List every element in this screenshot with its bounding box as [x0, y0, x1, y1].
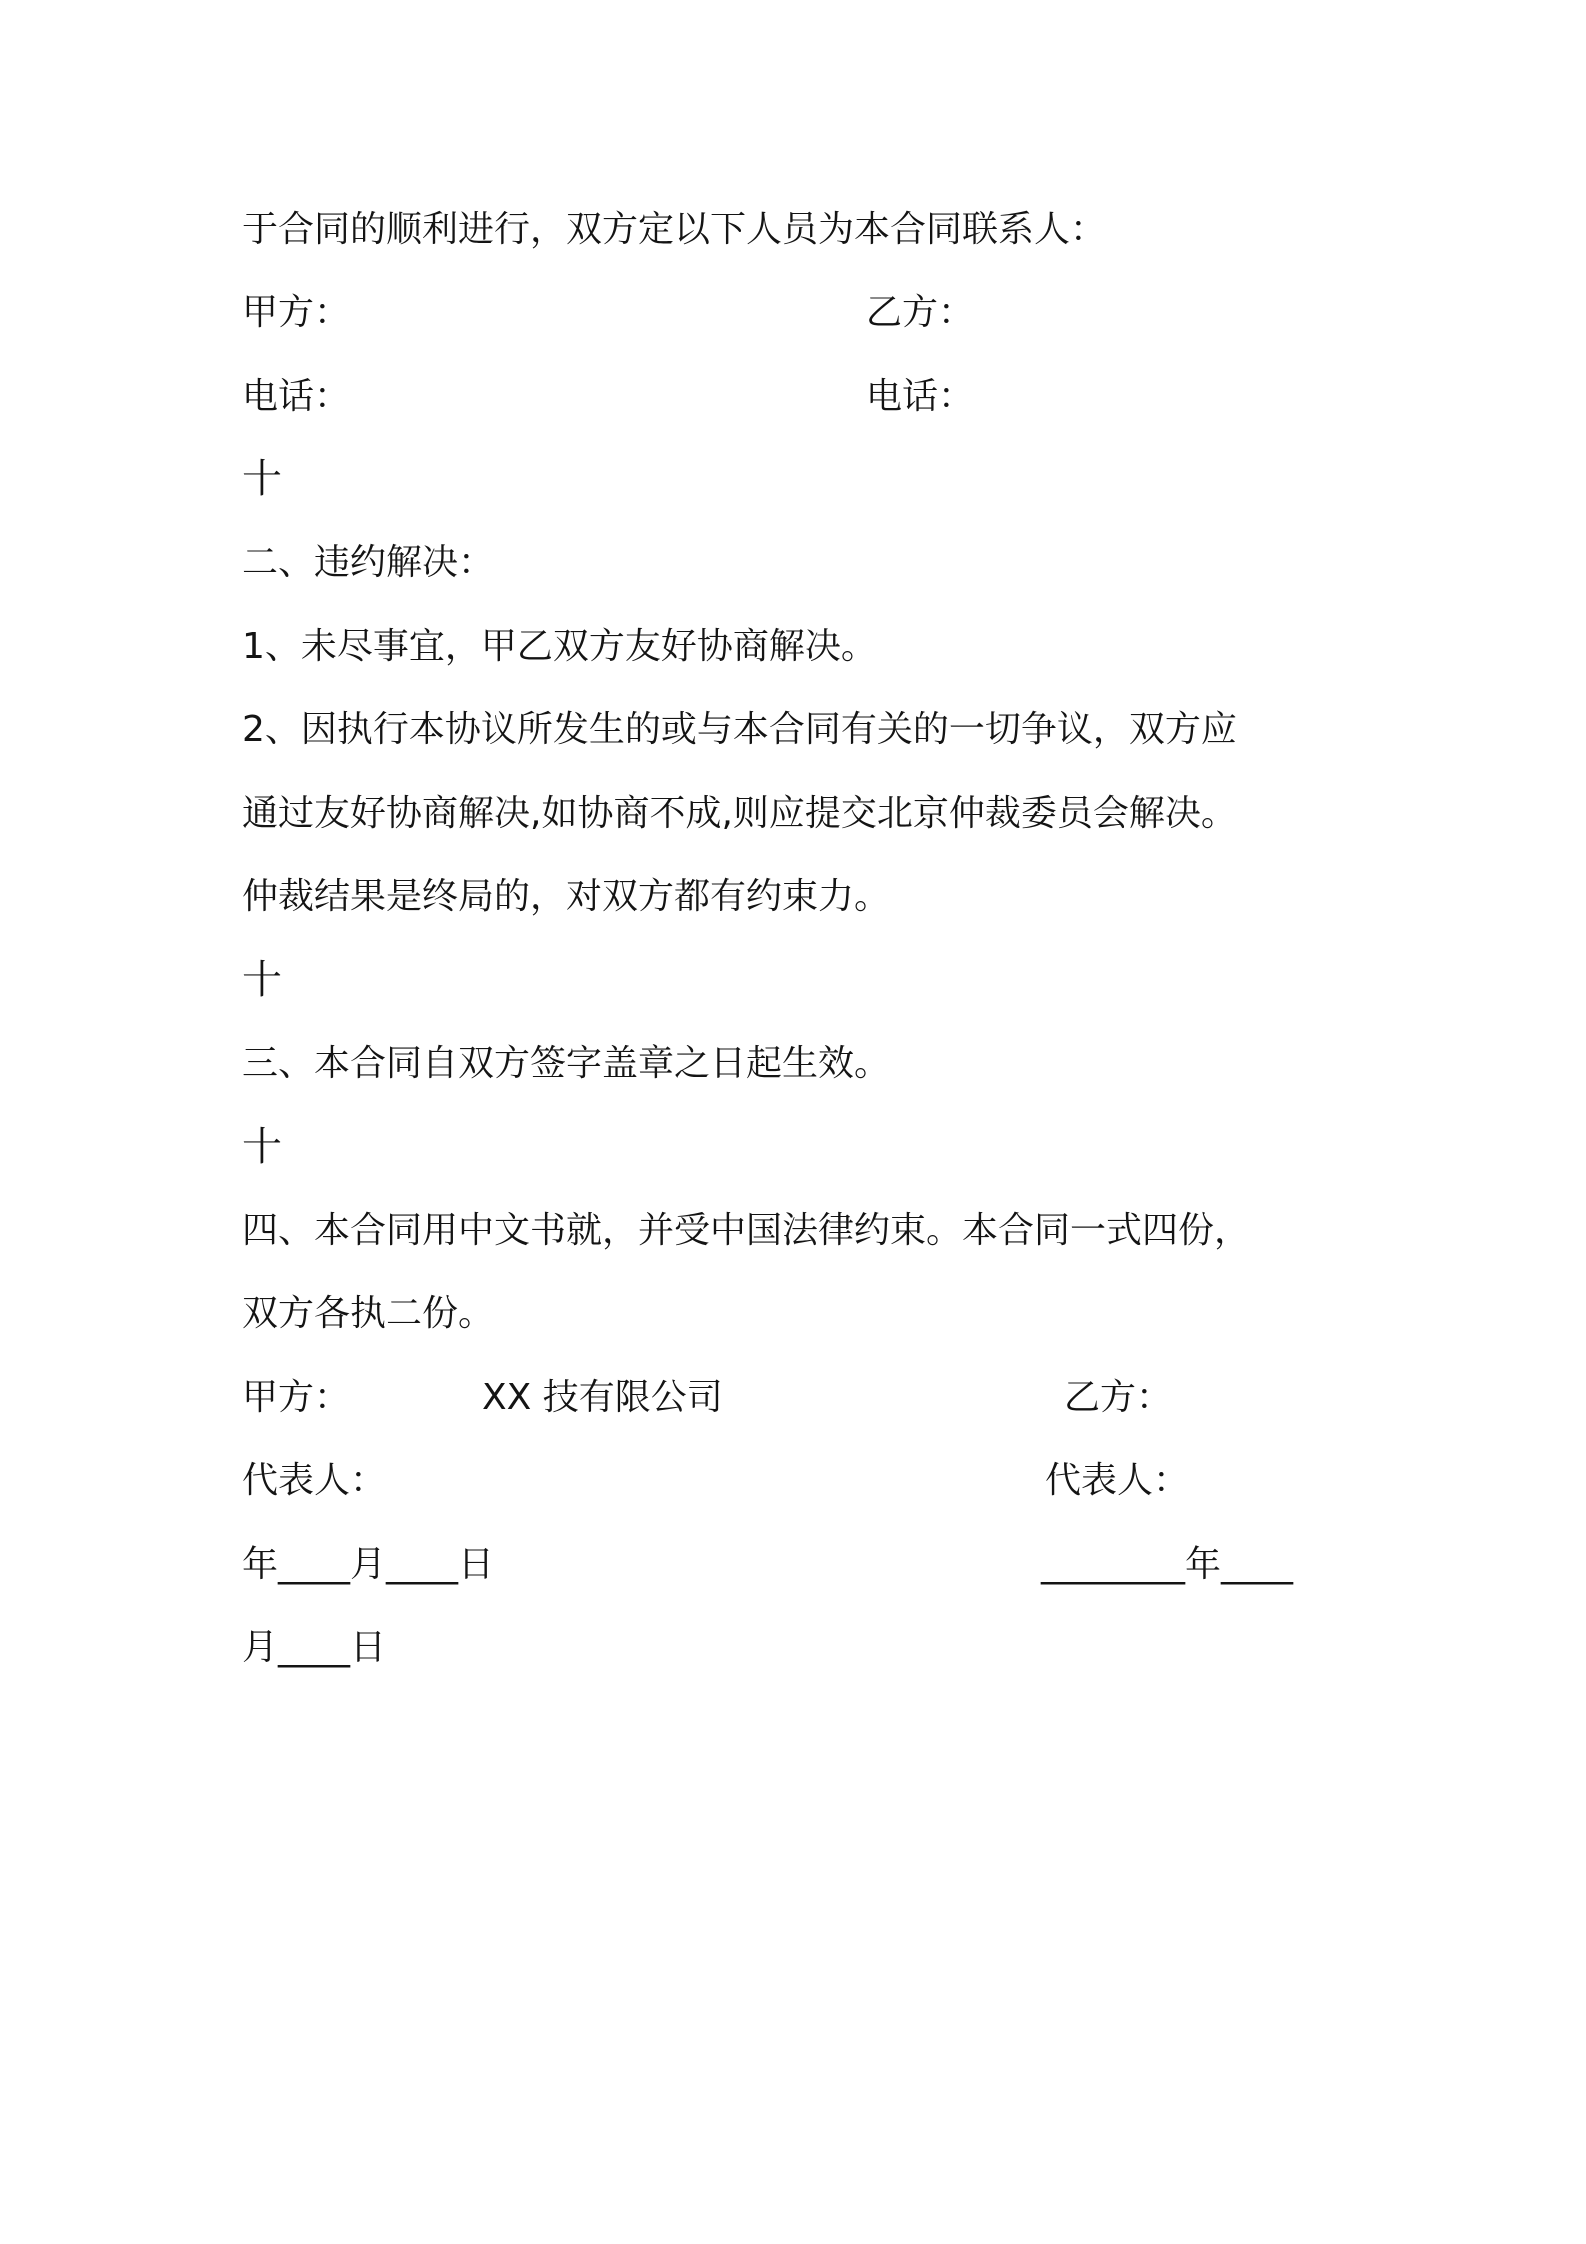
signature-date-a: 年____月____日	[242, 1544, 495, 1585]
separator-mark: 十	[242, 456, 282, 502]
section2-item2-line2: 通过友好协商解决,如协商不成,则应提交北京仲裁委员会解决。	[242, 793, 1237, 834]
section2-item1: 1、未尽事宜，甲乙双方友好协商解决。	[242, 626, 877, 667]
section3-text: 三、本合同自双方签字盖章之日起生效。	[242, 1043, 891, 1084]
signature-party-a-label: 甲方：	[242, 1377, 351, 1418]
signature-rep-a-label: 代表人：	[242, 1460, 387, 1501]
signature-rep-b-label: 代表人：	[1045, 1460, 1190, 1501]
intro-text: 于合同的顺利进行，双方定以下人员为本合同联系人：	[242, 209, 1107, 250]
signature-party-a-company: XX 技有限公司	[482, 1377, 723, 1418]
party-a-contact-label: 甲方：	[242, 292, 351, 333]
party-b-contact-label: 乙方：	[866, 292, 975, 333]
section4-line1: 四、本合同用中文书就，并受中国法律约束。本合同一式四份，	[242, 1210, 1251, 1251]
separator-mark: 十	[242, 957, 282, 1003]
signature-date-b-line2: 月____日	[242, 1627, 387, 1668]
signature-date-b-line1: ________年____	[1041, 1544, 1294, 1585]
section4-line2: 双方各执二份。	[242, 1293, 495, 1334]
separator-mark: 十	[242, 1124, 282, 1170]
party-a-phone-label: 电话：	[242, 376, 351, 417]
signature-party-b-label: 乙方：	[1064, 1377, 1173, 1418]
section2-item2-line3: 仲裁结果是终局的，对双方都有约束力。	[242, 876, 891, 917]
section2-item2-line1: 2、因执行本协议所发生的或与本合同有关的一切争议，双方应	[242, 709, 1237, 750]
party-b-phone-label: 电话：	[866, 376, 975, 417]
section2-heading: 二、违约解决：	[242, 542, 495, 583]
